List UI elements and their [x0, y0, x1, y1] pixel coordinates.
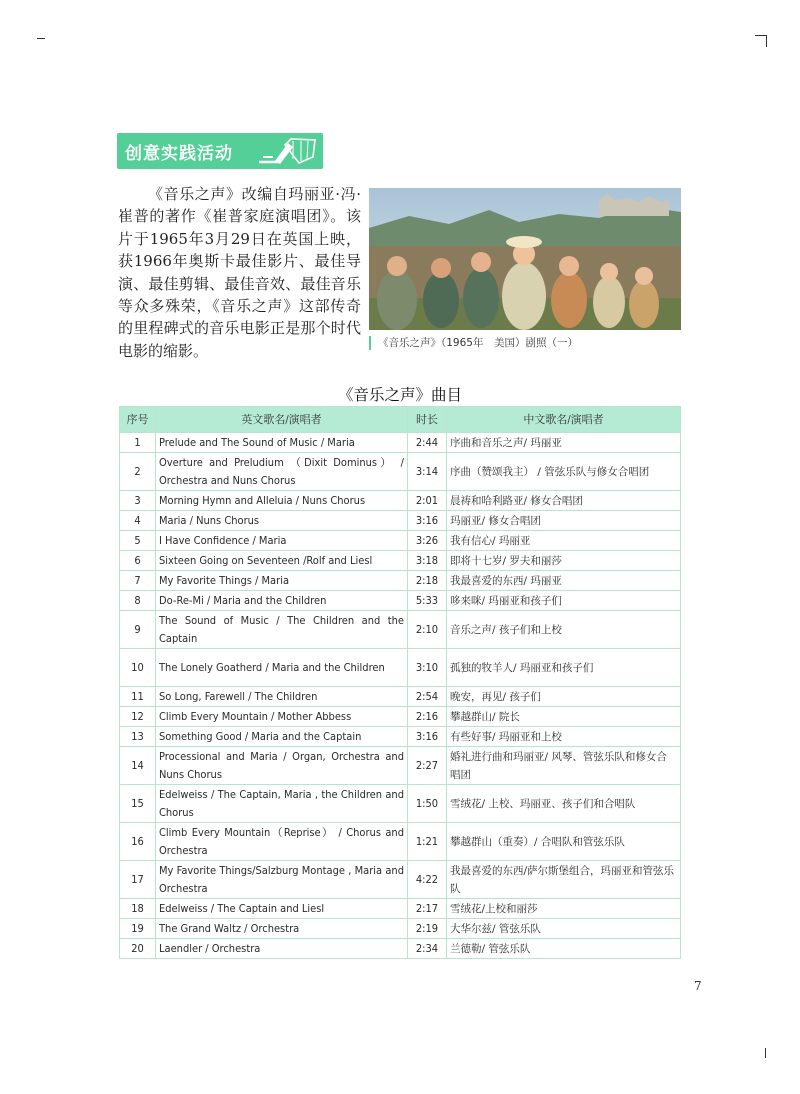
table-row: [120, 591, 681, 611]
english-title: So Long, Farewell / The Children: [156, 687, 408, 707]
table-row: [120, 571, 681, 591]
table-row: [120, 899, 681, 919]
track-number: 9: [120, 611, 156, 649]
chinese-title: 我有信心/ 玛丽亚: [447, 531, 681, 551]
chinese-title: 玛丽亚/ 修女合唱团: [447, 511, 681, 531]
track-number: 1: [120, 433, 156, 453]
duration: 3:26: [408, 531, 447, 551]
table-row: [120, 649, 681, 687]
duration: 3:16: [408, 511, 447, 531]
english-title: Overture and Preludium （Dixit Dominus） / Orchestra and Nuns Chorus: [156, 453, 408, 491]
chinese-title: 兰德勒/ 管弦乐队: [447, 939, 681, 959]
duration: 3:18: [408, 551, 447, 571]
track-number: 15: [120, 785, 156, 823]
table-row: [120, 433, 681, 453]
duration: 5:33: [408, 591, 447, 611]
duration: 3:16: [408, 727, 447, 747]
track-number: 19: [120, 919, 156, 939]
chinese-title: 序曲（赞颂我主） / 管弦乐队与修女合唱团: [447, 453, 681, 491]
chinese-title: 攀越群山/ 院长: [447, 707, 681, 727]
chinese-title: 晚安，再见/ 孩子们: [447, 687, 681, 707]
photo-caption: 《音乐之声》（1965年 美国）剧照（一）: [369, 336, 578, 350]
duration: 2:01: [408, 491, 447, 511]
duration: 2:16: [408, 707, 447, 727]
duration: 2:10: [408, 611, 447, 649]
english-title: My Favorite Things/Salzburg Montage , Maria and Orchestra: [156, 861, 408, 899]
column-header: 中文歌名/演唱者: [447, 407, 681, 433]
table-header-row: [120, 407, 681, 433]
chinese-title: 我最喜爱的东西/ 玛丽亚: [447, 571, 681, 591]
table-row: [120, 939, 681, 959]
track-number: 2: [120, 453, 156, 491]
crop-mark-top-left: [37, 38, 45, 39]
english-title: Prelude and The Sound of Music / Maria: [156, 433, 408, 453]
chinese-title: 晨祷和哈利路亚/ 修女合唱团: [447, 491, 681, 511]
table-row: [120, 551, 681, 571]
table-row: [120, 785, 681, 823]
duration: 2:54: [408, 687, 447, 707]
duration: 2:17: [408, 899, 447, 919]
english-title: Edelweiss / The Captain and Liesl: [156, 899, 408, 919]
track-number: 8: [120, 591, 156, 611]
track-number: 10: [120, 649, 156, 687]
crop-mark-top-right-vertical: [766, 35, 767, 47]
duration: 3:14: [408, 453, 447, 491]
chinese-title: 孤独的牧羊人/ 玛丽亚和孩子们: [447, 649, 681, 687]
english-title: My Favorite Things / Maria: [156, 571, 408, 591]
english-title: The Lonely Goatherd / Maria and the Children: [156, 649, 408, 687]
english-title: Sixteen Going on Seventeen /Rolf and Liesl: [156, 551, 408, 571]
chinese-title: 大华尔兹/ 管弦乐队: [447, 919, 681, 939]
chinese-title: 攀越群山（重奏）/ 合唱队和管弦乐队: [447, 823, 681, 861]
table-row: [120, 747, 681, 785]
english-title: Processional and Maria / Organ, Orchestra and Nuns Chorus: [156, 747, 408, 785]
track-number: 20: [120, 939, 156, 959]
duration: 1:21: [408, 823, 447, 861]
track-number: 13: [120, 727, 156, 747]
chinese-title: 雪绒花/ 上校、玛丽亚、孩子们和合唱队: [447, 785, 681, 823]
duration: 2:34: [408, 939, 447, 959]
english-title: Edelweiss / The Captain, Maria , the Children and Chorus: [156, 785, 408, 823]
table-row: [120, 919, 681, 939]
table-row: [120, 531, 681, 551]
song-table: [119, 406, 681, 959]
pen-book-icon: [255, 135, 317, 167]
crop-mark-bottom-right: [765, 1048, 766, 1058]
duration: 2:18: [408, 571, 447, 591]
english-title: The Grand Waltz / Orchestra: [156, 919, 408, 939]
duration: 2:27: [408, 747, 447, 785]
column-header: 英文歌名/演唱者: [156, 407, 408, 433]
table-row: [120, 687, 681, 707]
table-row: [120, 611, 681, 649]
english-title: Laendler / Orchestra: [156, 939, 408, 959]
track-number: 17: [120, 861, 156, 899]
column-header: 时长: [408, 407, 447, 433]
duration: 2:19: [408, 919, 447, 939]
duration: 3:10: [408, 649, 447, 687]
chinese-title: 有些好事/ 玛丽亚和上校: [447, 727, 681, 747]
table-row: [120, 707, 681, 727]
chinese-title: 即将十七岁/ 罗夫和丽莎: [447, 551, 681, 571]
track-number: 18: [120, 899, 156, 919]
page-number: 7: [694, 979, 702, 993]
table-row: [120, 823, 681, 861]
table-row: [120, 861, 681, 899]
chinese-title: 雪绒花/上校和丽莎: [447, 899, 681, 919]
duration: 2:44: [408, 433, 447, 453]
section-title: 创意实践活动: [125, 143, 233, 164]
chinese-title: 我最喜爱的东西/萨尔斯堡组合，玛丽亚和管弦乐队: [447, 861, 681, 899]
chinese-title: 婚礼进行曲和玛丽亚/ 风琴、管弦乐队和修女合唱团: [447, 747, 681, 785]
table-row: [120, 727, 681, 747]
table-title: 《音乐之声》曲目: [337, 386, 462, 404]
english-title: Something Good / Maria and the Captain: [156, 727, 408, 747]
duration: 4:22: [408, 861, 447, 899]
track-number: 5: [120, 531, 156, 551]
english-title: Climb Every Mountain / Mother Abbess: [156, 707, 408, 727]
english-title: I Have Confidence / Maria: [156, 531, 408, 551]
english-title: Do-Re-Mi / Maria and the Children: [156, 591, 408, 611]
track-number: 12: [120, 707, 156, 727]
chinese-title: 音乐之声/ 孩子们和上校: [447, 611, 681, 649]
chinese-title: 序曲和音乐之声/ 玛丽亚: [447, 433, 681, 453]
table-row: [120, 511, 681, 531]
english-title: Maria / Nuns Chorus: [156, 511, 408, 531]
track-number: 16: [120, 823, 156, 861]
english-title: Climb Every Mountain（Reprise） / Chorus and Orchestra: [156, 823, 408, 861]
track-number: 4: [120, 511, 156, 531]
duration: 1:50: [408, 785, 447, 823]
track-number: 11: [120, 687, 156, 707]
column-header: 序号: [120, 407, 156, 433]
english-title: Morning Hymn and Alleluia / Nuns Chorus: [156, 491, 408, 511]
track-number: 7: [120, 571, 156, 591]
chinese-title: 哆来咪/ 玛丽亚和孩子们: [447, 591, 681, 611]
table-row: [120, 453, 681, 491]
track-number: 14: [120, 747, 156, 785]
intro-paragraph: 《音乐之声》改编自玛丽亚·冯·崔普的著作《崔普家庭演唱团》。该片于1965年3月29日在英国上映，获1966年奥斯卡最佳影片、最佳导演、最佳剪辑、最佳音效、最佳音乐等众多殊荣，《音乐之声》这部传奇的里程碑式的音乐电影正是那个时代电影的缩影。: [118, 185, 361, 360]
section-banner: [117, 133, 323, 169]
track-number: 6: [120, 551, 156, 571]
english-title: The Sound of Music / The Children and the Captain: [156, 611, 408, 649]
table-row: [120, 491, 681, 511]
film-still-photo: [369, 188, 681, 330]
track-number: 3: [120, 491, 156, 511]
